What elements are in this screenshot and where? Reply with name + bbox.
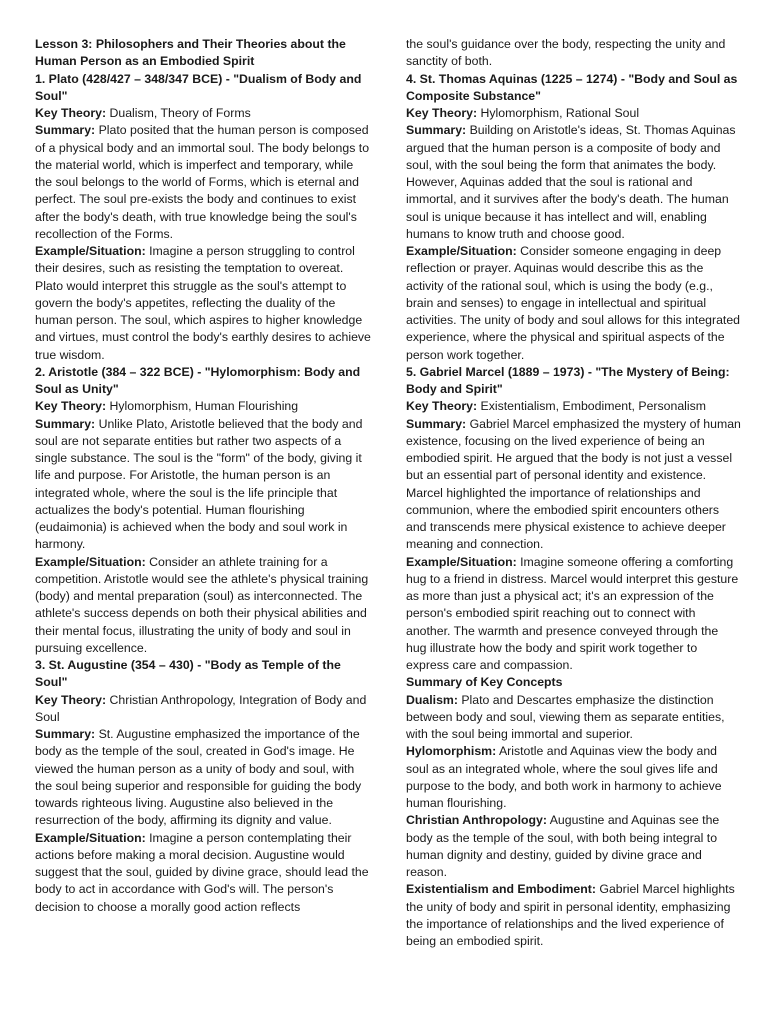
example-text: Imagine a person struggling to control their desires, such as resisting the temptation to overeat. Plato would interpret this struggle as the soul's attempt to govern the body's appetites, reflecting the duality of the human person. The soul, which aspires to higher knowledge and virtues, must control the body's earthly desires to achieve true wisdom. xyxy=(35,244,371,362)
concept-text: Augustine and Aquinas see the body as the temple of the soul, with both being integral to human dignity and destiny, guided by divine grace and reason. xyxy=(406,813,720,879)
summary-text: Gabriel Marcel emphasized the mystery of human existence, focusing on the lived experience of being an embodied spirit. He argued that the body is not just a vessel but an essential part of personal identity and existence. Marcel highlighted the importance of relationships and communion, where the embodied spirit encounters others and transcends mere physical existence to achieve deeper meaning and connection. xyxy=(406,416,741,552)
left-column xyxy=(35,36,371,916)
example-label: Example/Situation: xyxy=(35,244,146,258)
example-aristotle xyxy=(35,554,371,658)
section-heading-plato: 1. Plato (428/427 – 348/347 BCE) - "Dualism of Body and Soul" xyxy=(35,71,362,103)
section-heading-aristotle: 2. Aristotle (384 – 322 BCE) - "Hylomorphism: Body and Soul as Unity" xyxy=(35,364,361,396)
concept-term: Existentialism and Embodiment: xyxy=(406,882,596,897)
example-label: Example/Situation: xyxy=(35,830,146,845)
key-theory-label: Key Theory: xyxy=(406,106,478,120)
example-aquinas xyxy=(406,243,742,364)
key-theory-plato xyxy=(35,105,371,122)
example-plato xyxy=(35,243,371,364)
right-column xyxy=(406,36,742,950)
concept-dualism xyxy=(406,692,742,744)
key-theory-label: Key Theory: xyxy=(35,106,107,120)
summary-aquinas xyxy=(406,122,742,243)
example-label: Example/Situation: xyxy=(406,554,517,569)
example-augustine xyxy=(35,830,371,916)
example-marcel xyxy=(406,554,742,675)
summary-plato xyxy=(35,122,371,243)
example-label: Example/Situation: xyxy=(406,244,517,258)
summary-text: Building on Aristotle's ideas, St. Thomas Aquinas argued that the human person is a composite of body and soul, with the soul being the form that animates the body. However, Aquinas added that the soul is rational and immortal, and it survives after the body's death. The human soul is unique because it has intellect and will, enabling humans to know truth and choose good. xyxy=(406,123,736,241)
key-theory-augustine xyxy=(35,692,371,727)
concept-term: Dualism: xyxy=(406,692,458,707)
concept-term: Hylomorphism: xyxy=(406,744,497,759)
summary-label: Summary: xyxy=(35,727,96,741)
summary-aristotle xyxy=(35,416,371,554)
summary-label: Summary: xyxy=(35,123,96,138)
summary-text: St. Augustine emphasized the importance of the body as the temple of the soul, created in God's image. He viewed the human person as a unity of body and soul, with the soul being superior and responsible for guiding the body towards righteous living. Augustine also believed in the resurrection of the body, affirming its dignity and value. xyxy=(35,727,362,828)
lesson-title: Lesson 3: Philosophers and Their Theories about the Human Person as an Embodied Spirit xyxy=(35,37,346,69)
example-text: Consider an athlete training for a competition. Aristotle would see the athlete's physical training (body) and mental preparation (soul) as interconnected. The athlete's success depends on both their physical abilities and their mental focus, illustrating the unity of body and soul in pursuing excellence. xyxy=(35,554,369,655)
summary-text: Plato posited that the human person is composed of a physical body and an immortal soul. The body belongs to the material world, which is imperfect and temporary, while the soul belongs to the world of Forms, which is eternal and perfect. The soul pre-exists the body and continues to exist after the body's death, with true knowledge being the soul's recollection of the Forms. xyxy=(35,123,370,241)
section-heading-marcel: 5. Gabriel Marcel (1889 – 1973) - "The Mystery of Being: Body and Spirit" xyxy=(406,364,730,396)
key-theory-text: Christian Anthropology, Integration of Body and Soul xyxy=(35,692,367,724)
key-theory-label: Key Theory: xyxy=(35,692,107,707)
summary-text: Unlike Plato, Aristotle believed that the body and soul are not separate entities but rather two aspects of a single substance. The soul is the "form" of the body, giving it life and purpose. For Aristotle, the human person is an integrated whole, where the soul is the life principle that actualizes the body's potential. Human flourishing (eudaimonia) is achieved when the body and soul work in harmony. xyxy=(35,416,363,552)
example-text: Imagine a person contemplating their actions before making a moral decision. Augustine would suggest that the soul, guided by divine grace, should lead the body to act in accordance with God's will. The person's decision to choose a morally good action reflects xyxy=(35,830,369,914)
summary-augustine xyxy=(35,726,371,830)
concept-term: Christian Anthropology: xyxy=(406,813,547,828)
section-heading-augustine: 3. St. Augustine (354 – 430) - "Body as Temple of the Soul" xyxy=(35,658,341,690)
key-theory-aristotle xyxy=(35,398,371,415)
key-theory-text: Hylomorphism, Rational Soul xyxy=(480,106,640,120)
key-theory-text: Dualism, Theory of Forms xyxy=(109,106,251,120)
key-theory-text: Hylomorphism, Human Flourishing xyxy=(109,399,299,414)
example-label: Example/Situation: xyxy=(35,554,146,569)
summary-label: Summary: xyxy=(406,123,467,138)
summary-concepts-heading: Summary of Key Concepts xyxy=(406,675,563,690)
key-theory-text: Existentialism, Embodiment, Personalism xyxy=(480,399,707,414)
summary-label: Summary: xyxy=(406,416,467,431)
example-augustine-continued: the soul's guidance over the body, respecting the unity and sanctity of both. xyxy=(406,37,726,69)
key-theory-label: Key Theory: xyxy=(35,399,107,414)
example-text: Imagine someone offering a comforting hug to a friend in distress. Marcel would interpret this gesture as more than just a physical act; it's an expression of the person's embodied spirit reaching out to connect with another. The warmth and presence conveyed through the hug illustrate how the body and spirit work together to express care and compassion. xyxy=(406,554,739,672)
key-theory-marcel xyxy=(406,398,742,415)
example-text: Consider someone engaging in deep reflection or prayer. Aquinas would describe this as the activity of the rational soul, which is using the body (e.g., brain and senses) to engage in intellectual and spiritual activities. The unity of body and soul allows for this integrated experience, where the physical and spiritual aspects of the person work together. xyxy=(406,244,741,362)
summary-marcel xyxy=(406,416,742,554)
concept-existentialism xyxy=(406,881,742,950)
concept-text: Gabriel Marcel highlights the unity of body and spirit in personal identity, emphasizing the importance of relationships and the lived experience of being an embodied spirit. xyxy=(406,882,735,948)
concept-hylomorphism xyxy=(406,743,742,812)
key-theory-aquinas xyxy=(406,105,742,122)
concept-christian-anthropology xyxy=(406,812,742,881)
concept-text: Plato and Descartes emphasize the distinction between body and soul, viewing them as separate entities, with the soul being immortal and superior. xyxy=(406,692,725,741)
summary-label: Summary: xyxy=(35,416,96,431)
section-heading-aquinas: 4. St. Thomas Aquinas (1225 – 1274) - "Body and Soul as Composite Substance" xyxy=(406,71,738,103)
key-theory-label: Key Theory: xyxy=(406,399,478,414)
concept-text: Aristotle and Aquinas view the body and soul as an integrated whole, where the soul gives life and purpose to the body, and both work in harmony to achieve human flourishing. xyxy=(406,744,722,810)
